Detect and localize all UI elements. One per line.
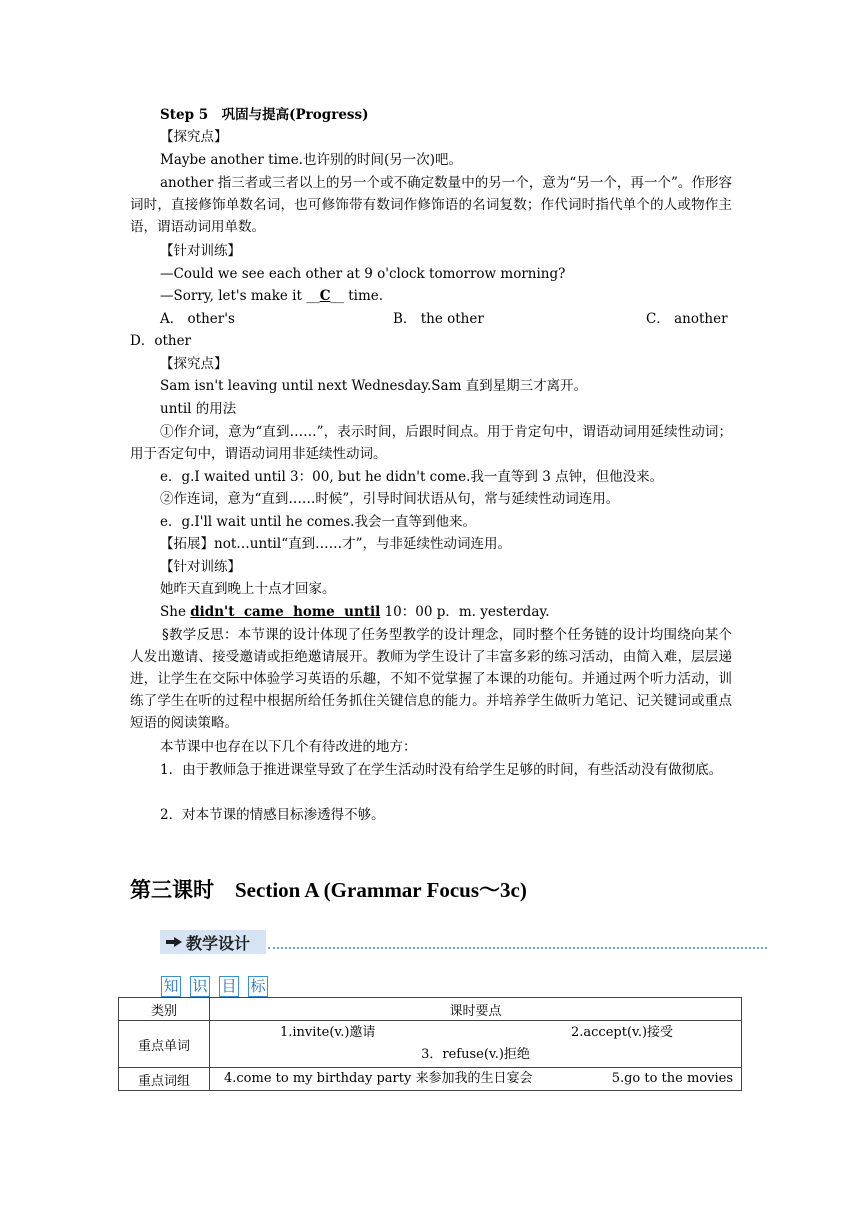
step5-title: Step 5 巩固与提高(Progress) bbox=[160, 107, 369, 123]
phrase-birthday-party: 4.come to my birthday party 来参加我的生日宴会 bbox=[224, 1071, 533, 1086]
teaching-reflection: §教学反思：本节课的设计体现了任务型教学的设计理念，同时整个任务链的设计均围绕向某个人发出邀请、接受邀请或拒绝邀请展开。教师为学生设计了丰富多彩的练习活动，由简入难，层层递进，让学生在交际中体验学习英语的乐趣，不知不觉掌握了本课的功能句。并通过两个听力活动，训练了学生在听的过程中根据所给任务抓住关键信息的能力。并培养学生做听力笔记、记关键词或重点短语的阅读策略。 bbox=[130, 627, 732, 731]
header-category: 类别 bbox=[119, 998, 210, 1021]
example-2: e．g.I'll wait until he comes.我会一直等到他来。 bbox=[160, 514, 476, 530]
word-invite: 1.invite(v.)邀请 bbox=[280, 1025, 376, 1040]
row-content-phrases bbox=[210, 1068, 742, 1091]
phrase-go-to-movies: 5.go to the movies bbox=[611, 1071, 733, 1086]
knowledge-table bbox=[118, 997, 742, 1091]
improvement-intro: 本节课中也存在以下几个有待改进的地方： bbox=[160, 739, 417, 755]
example-sentence-2: Sam isn't leaving until next Wednesday.Sam 直到星期三才离开。 bbox=[160, 378, 588, 394]
explore-tag-2: 【探究点】 bbox=[160, 356, 228, 372]
question-blank-post: __ time. bbox=[330, 288, 384, 304]
option-d: D．other bbox=[130, 333, 192, 349]
knowledge-goals-heading bbox=[161, 976, 268, 997]
option-c: C． another bbox=[646, 311, 728, 327]
word-accept: 2.accept(v.)接受 bbox=[571, 1025, 674, 1040]
lesson-title: 第三课时 Section A (Grammar Focus～3c) bbox=[130, 878, 527, 902]
table-row bbox=[119, 1021, 742, 1068]
translation-answer-line bbox=[160, 601, 732, 623]
answer-options bbox=[160, 308, 732, 330]
banner-tag bbox=[160, 930, 266, 954]
explore-tag: 【探究点】 bbox=[160, 129, 228, 145]
translation-answer: didn't came home until bbox=[190, 604, 381, 620]
question-blank-pre: —Sorry, let's make it __ bbox=[160, 288, 320, 304]
improvement-2: 2．对本节课的情感目标渗透得不够。 bbox=[160, 807, 385, 823]
knowledge-char: 识 bbox=[190, 976, 210, 997]
translation-post: 10：00 p．m. yesterday. bbox=[380, 604, 550, 620]
row-label-phrases: 重点词组 bbox=[119, 1068, 210, 1091]
knowledge-char: 标 bbox=[248, 976, 268, 997]
practice-tag: 【针对训练】 bbox=[160, 243, 241, 259]
example-sentence: Maybe another time.也许别的时间(另一次)吧。 bbox=[160, 152, 463, 168]
knowledge-char: 知 bbox=[161, 976, 181, 997]
option-b: B． the other bbox=[393, 311, 484, 327]
example-1: e．g.I waited until 3：00, but he didn't come.我一直等到 3 点钟，但他没来。 bbox=[160, 469, 664, 485]
until-usage-2: ②作连词，意为“直到……时候”，引导时间状语从句，常与延续性动词连用。 bbox=[160, 491, 620, 507]
practice-tag-2: 【针对训练】 bbox=[160, 559, 241, 575]
translation-pre: She bbox=[160, 604, 191, 620]
improvement-1: 1．由于教师急于推进课堂导致了在学生活动时没有给学生足够的时间，有些活动没有做彻底。 bbox=[160, 762, 723, 778]
banner-label: 教学设计 bbox=[186, 934, 251, 953]
table-row bbox=[119, 1068, 742, 1091]
question-line-1: —Could we see each other at 9 o'clock tomorrow morning? bbox=[160, 266, 566, 282]
until-title: until 的用法 bbox=[160, 401, 237, 417]
header-key-points: 课时要点 bbox=[210, 998, 742, 1021]
option-a: A． other's bbox=[160, 311, 235, 327]
row-label-words: 重点单词 bbox=[119, 1021, 210, 1068]
knowledge-char: 目 bbox=[219, 976, 239, 997]
another-explanation: another 指三者或三者以上的另一个或不确定数量中的另一个，意为“另一个，再一个”。作形容词时，直接修饰单数名词，也可修饰带有数词作修饰语的名词复数；作代词时指代单个的人或物作主语，谓语动词用单数。 bbox=[130, 175, 732, 235]
translation-prompt: 她昨天直到晚上十点才回家。 bbox=[160, 581, 336, 597]
arrow-right-icon bbox=[166, 937, 182, 947]
row-content-words bbox=[210, 1021, 742, 1068]
banner-dotted-line bbox=[268, 947, 767, 949]
word-refuse: 3．refuse(v.)拒绝 bbox=[421, 1047, 530, 1062]
extension-note: 【拓展】not…until“直到……才”，与非延续性动词连用。 bbox=[160, 536, 511, 552]
until-usage-1: ①作介词，意为“直到……”，表示时间，后跟时间点。用于肯定句中，谓语动词用延续性动词；用于否定句中，谓语动词用非延续性动词。 bbox=[130, 424, 732, 462]
question-line-2 bbox=[160, 285, 732, 307]
teaching-design-banner bbox=[160, 930, 767, 954]
question-answer: C bbox=[319, 288, 331, 304]
table-header-row bbox=[119, 998, 742, 1021]
